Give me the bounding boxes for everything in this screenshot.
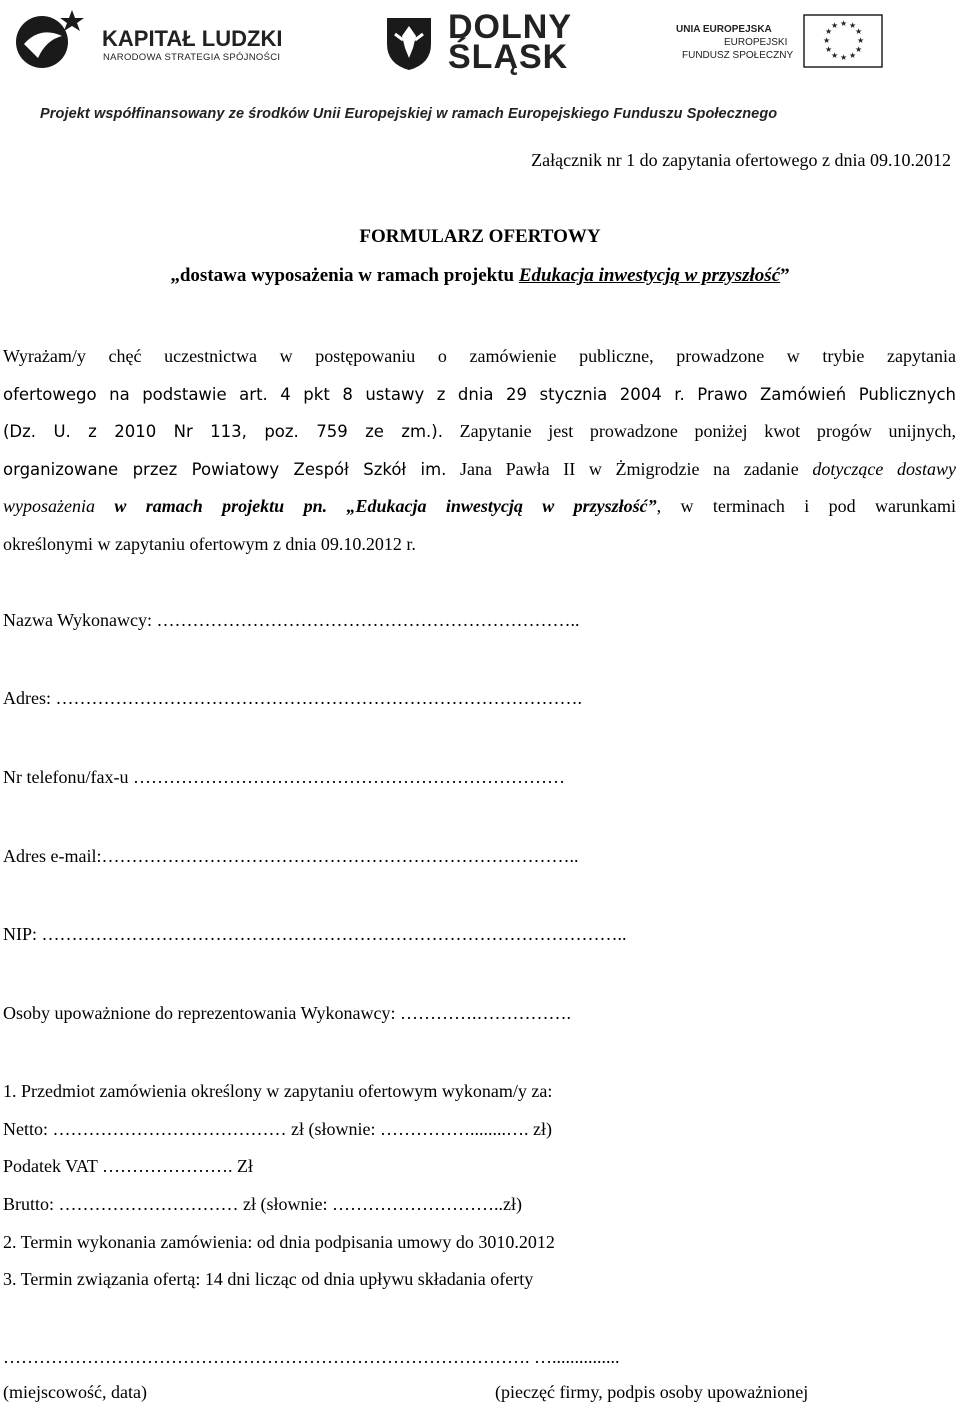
intro-line-5 — [3, 488, 956, 526]
svg-text:★: ★ — [831, 21, 839, 30]
svg-text:★: ★ — [825, 45, 833, 54]
order-item-2: 2. Termin wykonania zamówienia: od dnia podpisania umowy do 3010.2012 — [3, 1232, 555, 1252]
intro-line-2: ofertowego na podstawie art. 4 pkt 8 ustawy z dnia 29 stycznia 2004 r. Prawo Zamówień Publicznych — [3, 384, 956, 404]
eu-flag-icon — [803, 14, 883, 68]
dolny-slask-line2: ŚLĄSK — [448, 38, 569, 76]
intro-legal-ref: (Dz. U. z 2010 Nr 113, poz. 759 ze zm.). — [3, 422, 443, 442]
authorized-persons-field[interactable]: Osoby upoważnione do reprezentowania Wykonawcy: ………….……………. — [3, 1003, 571, 1023]
svg-text:★: ★ — [840, 53, 848, 62]
intro-task-italic: dotyczące dostawy — [812, 458, 956, 479]
logo-bar — [0, 0, 960, 128]
vat-field[interactable]: Podatek VAT …………………. Zł — [3, 1156, 254, 1176]
svg-text:★: ★ — [840, 19, 848, 28]
eu-line3: FUNDUSZ SPOŁECZNY — [682, 50, 794, 61]
order-item-3: 3. Termin związania ofertą: 14 dni licząc od dnia upływu składania oferty — [3, 1269, 534, 1289]
phone-fax-field[interactable]: Nr telefonu/fax-u ……………………………………………………………… — [3, 767, 565, 787]
intro-organizer: organizowane przez Powiatowy Zespół Szkół im. — [3, 459, 447, 479]
intro-project-name: w ramach projektu pn. „Edukacja inwestycją w przyszłość” — [114, 496, 657, 517]
intro-line-3 — [3, 413, 956, 451]
nip-field[interactable]: NIP: …………………………………………………………………………………….. — [3, 924, 627, 944]
form-subtitle — [0, 265, 960, 287]
eu-line1: UNIA EUROPEJSKA — [676, 24, 772, 35]
eu-line2: EUROPEJSKI — [724, 37, 788, 48]
cofinancing-note: Projekt współfinansowany ze środków Unii Europejskiej w ramach Europejskiego Funduszu Społecznego — [40, 106, 778, 122]
intro-line-4 — [3, 451, 956, 489]
intro-paragraph — [3, 338, 956, 564]
intro-equipment-italic: wyposażenia — [3, 496, 115, 517]
kapital-ludzki-subtitle: NARODOWA STRATEGIA SPÓJNOŚCI — [103, 52, 281, 63]
intro-line-1: Wyrażam/y chęć uczestnictwa w postępowaniu o zamówienie publiczne, prowadzone w trybie zapytania — [3, 346, 956, 366]
kapital-ludzki-title: KAPITAŁ LUDZKI — [102, 26, 283, 51]
brutto-field[interactable]: Brutto: ………………………… zł (słownie: ………………………..zł) — [3, 1194, 522, 1214]
intro-line-6: określonymi w zapytaniu ofertowym z dnia 09.10.2012 r. — [3, 533, 416, 554]
intro-threshold-note: Zapytanie jest prowadzone poniżej kwot progów unijnych, — [442, 421, 956, 442]
place-date-label: (miejscowość, data) — [3, 1382, 147, 1402]
svg-text:★: ★ — [849, 21, 857, 30]
svg-text:★: ★ — [857, 36, 865, 45]
contractor-name-field[interactable]: Nazwa Wykonawcy: …………………………………………………………….. — [3, 610, 580, 630]
svg-text:★: ★ — [855, 27, 863, 36]
signature-dots[interactable]: ……………………………………………………………………………. …............... — [3, 1347, 620, 1367]
dolny-slask-emblem-icon — [383, 14, 435, 72]
subtitle-suffix: ” — [780, 265, 790, 286]
netto-field[interactable]: Netto: ………………………………… zł (słownie: ……………........…. zł) — [3, 1119, 552, 1139]
svg-text:★: ★ — [825, 27, 833, 36]
svg-text:★: ★ — [855, 45, 863, 54]
order-item-1: 1. Przedmiot zamówienia określony w zapytaniu ofertowym wykonam/y za: — [3, 1081, 553, 1101]
subtitle-project-name: Edukacja inwestycją w przyszłość — [518, 265, 781, 286]
address-field[interactable]: Adres: ……………………………………………………………………………. — [3, 688, 582, 708]
email-field[interactable]: Adres e-mail:…………………………………………………………………….. — [3, 846, 579, 866]
svg-text:★: ★ — [823, 36, 831, 45]
svg-text:★: ★ — [831, 51, 839, 60]
intro-terms: , w terminach i pod warunkami — [656, 496, 956, 517]
subtitle-prefix: „dostawa wyposażenia w ramach projektu — [170, 265, 519, 286]
form-title: FORMULARZ OFERTOWY — [359, 226, 601, 247]
svg-text:★: ★ — [849, 51, 857, 60]
stamp-signature-label: (pieczęć firmy, podpis osoby upoważnionej — [495, 1382, 809, 1402]
dolny-slask-line1: DOLNY — [448, 8, 572, 46]
kapital-ludzki-logo — [10, 6, 90, 70]
intro-school-name: Jana Pawła II w Żmigrodzie na zadanie — [446, 458, 813, 479]
attachment-note: Załącznik nr 1 do zapytania ofertowego z dnia 09.10.2012 — [531, 150, 951, 170]
